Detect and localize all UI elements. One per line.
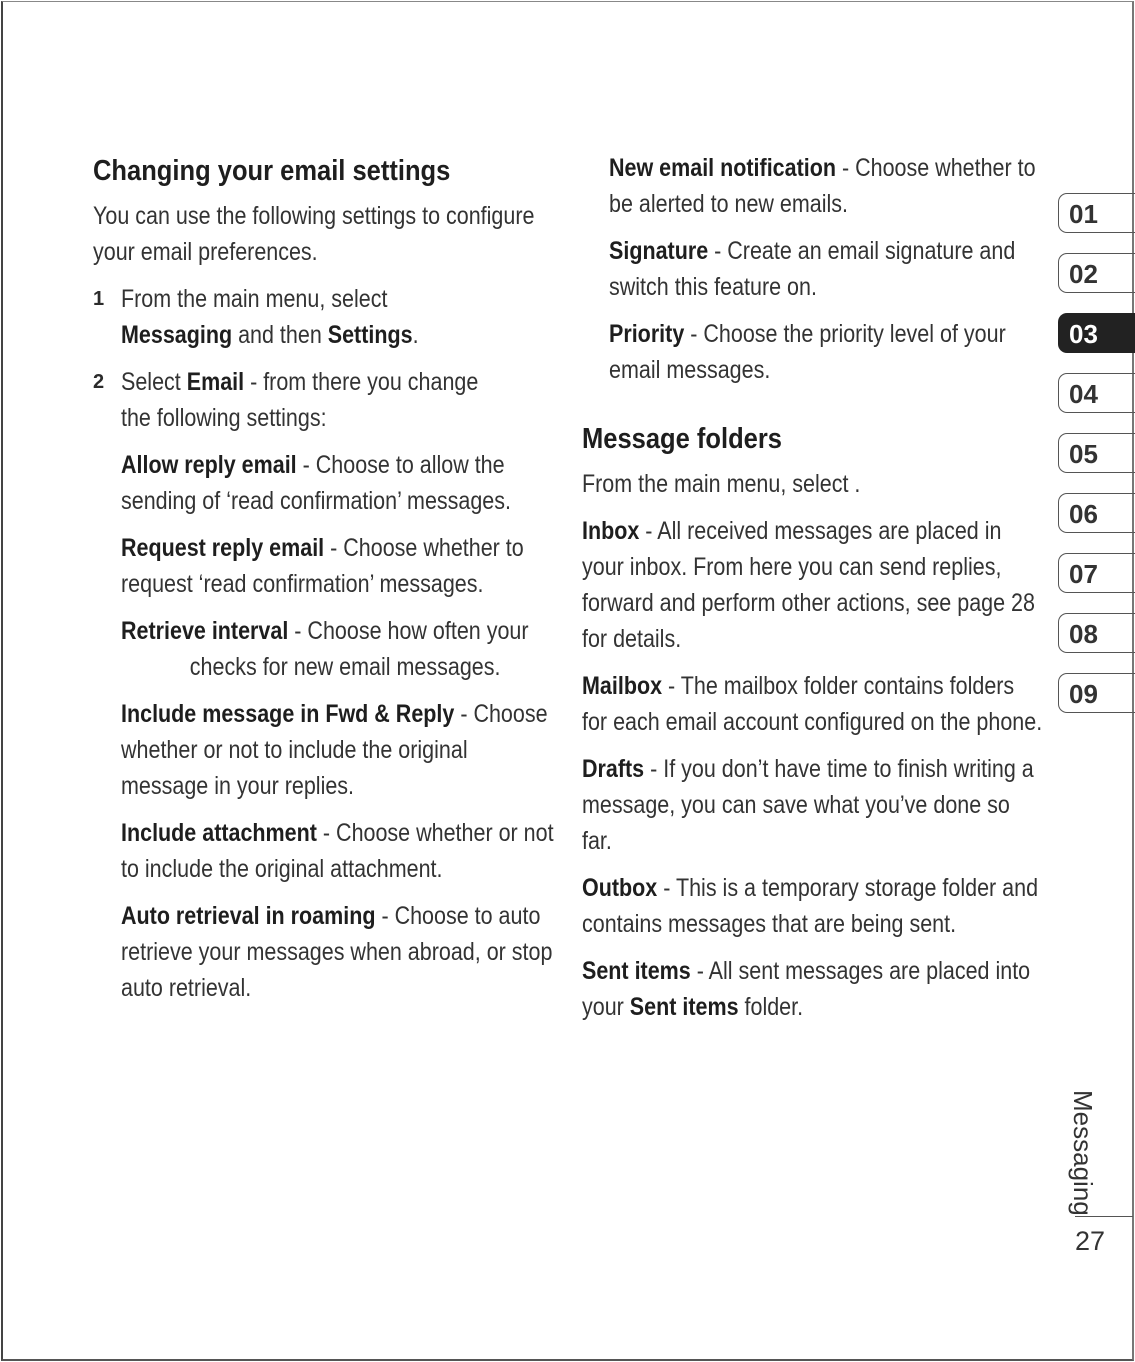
setting-item: Allow reply email - Choose to allow the sending of ‘read confirmation’ messages. [121, 451, 511, 515]
folders-intro: From the main menu, select . [582, 470, 861, 498]
intro-text: You can use the following settings to configure your email preferences. [93, 202, 535, 266]
chapter-tab-04[interactable]: 04 [1058, 373, 1135, 413]
step-1 [93, 281, 558, 364]
right-column [582, 150, 1044, 1036]
step-text: From the main menu, select Messaging and then Settings. [121, 285, 419, 349]
chapter-tab-09[interactable]: 09 [1058, 673, 1135, 713]
setting-item: Signature - Create an email signature and switch this feature on. [609, 237, 1016, 301]
chapter-tab-02[interactable]: 02 [1058, 253, 1135, 293]
chapter-tab-03[interactable]: 03 [1058, 313, 1135, 353]
chapter-tab-01[interactable]: 01 [1058, 193, 1135, 233]
page-number: 27 [1075, 1226, 1106, 1256]
step-2 [93, 364, 558, 447]
chapter-tabs [1058, 193, 1135, 733]
folder-item: Mailbox - The mailbox folder contains folders for each email account configured on the phone. [582, 672, 1043, 736]
setting-item: Request reply email - Choose whether to request ‘read confirmation’ messages. [121, 534, 524, 598]
folder-item: Outbox - This is a temporary storage folder and contains messages that are being sent. [582, 874, 1039, 938]
setting-item: Retrieve interval - Choose how often yourchecks for new email messages. [121, 617, 529, 681]
folder-item: Sent items - All sent messages are placed into your Sent items folder. [582, 957, 1031, 1021]
folder-item: Inbox - All received messages are placed in your inbox. From here you can send replies, forward and perform other actions, see page 28 for details. [582, 517, 1035, 653]
section-heading-message-folders: Message folders [582, 423, 782, 455]
chapter-tab-05[interactable]: 05 [1058, 433, 1135, 473]
step-number: 2 [93, 371, 105, 393]
left-column [93, 150, 558, 1017]
chapter-tab-08[interactable]: 08 [1058, 613, 1135, 653]
folder-item: Drafts - If you don’t have time to finish writing a message, you can save what you’ve done so far. [582, 755, 1034, 855]
settings-list-continued [609, 150, 1044, 388]
page-number-rule [1075, 1216, 1133, 1217]
settings-list [121, 447, 558, 1006]
step-number: 1 [93, 288, 105, 310]
chapter-tab-06[interactable]: 06 [1058, 493, 1135, 533]
section-heading-email-settings: Changing your email settings [93, 155, 451, 187]
chapter-side-label: Messaging [1068, 1090, 1098, 1216]
setting-item: Auto retrieval in roaming - Choose to auto retrieve your messages when abroad, or stop auto retrieval. [121, 902, 553, 1002]
chapter-tab-07[interactable]: 07 [1058, 553, 1135, 593]
setting-item: New email notification - Choose whether to be alerted to new emails. [609, 154, 1036, 218]
step-text: Select Email - from there you change the following settings: [121, 368, 479, 432]
setting-item: Priority - Choose the priority level of your email messages. [609, 320, 1006, 384]
setting-item: Include message in Fwd & Reply - Choose whether or not to include the original message in your replies. [121, 700, 548, 800]
setting-item: Include attachment - Choose whether or not to include the original attachment. [121, 819, 554, 883]
